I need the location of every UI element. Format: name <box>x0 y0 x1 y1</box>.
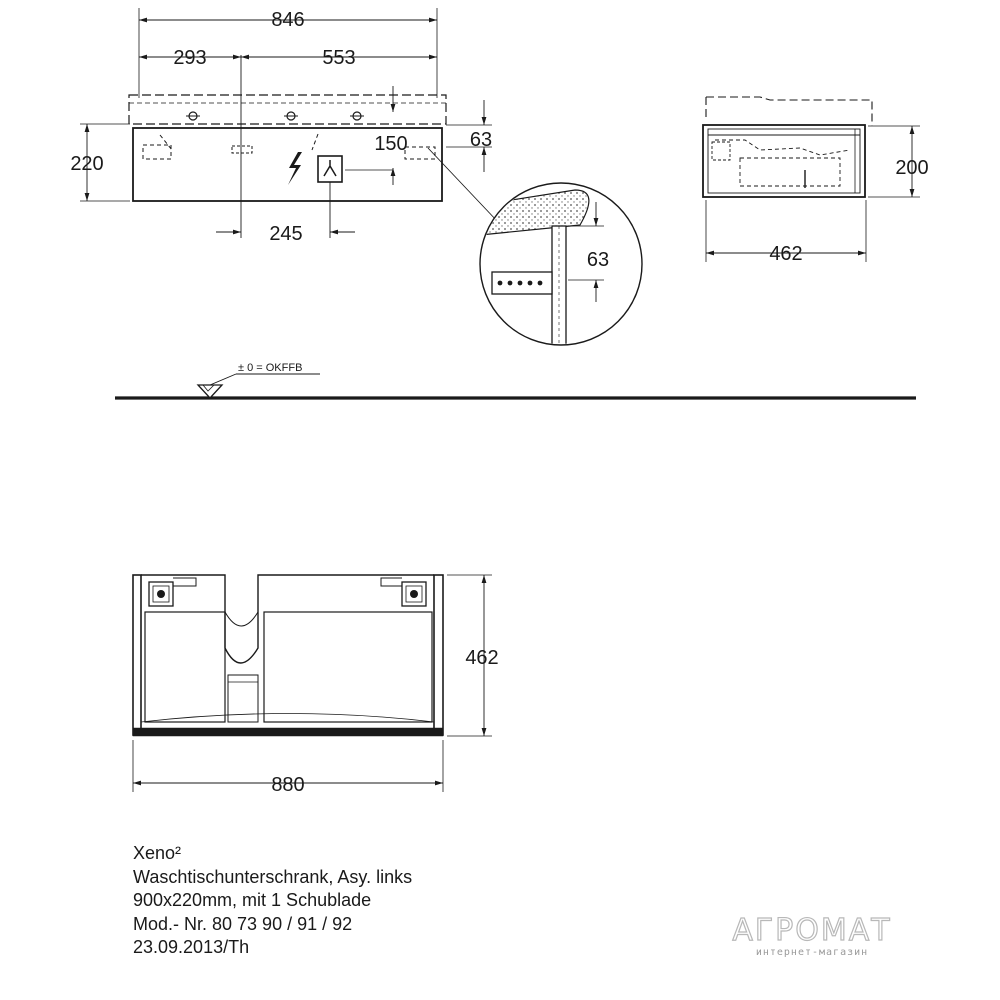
dim-left-offset: 293 <box>173 47 207 69</box>
dim-wall-offset: 150 <box>374 133 408 155</box>
dim-height: 220 <box>70 153 104 175</box>
bracket-right-icon <box>410 590 418 598</box>
product-description: Waschtischunterschrank, Asy. links <box>133 866 413 887</box>
dim-side-depth: 462 <box>769 243 803 265</box>
plan-view <box>133 575 492 792</box>
product-size: 900x220mm, mit 1 Schublade <box>133 890 372 910</box>
dim-socket-offset: 245 <box>269 223 303 245</box>
dim-detail-gap: 63 <box>586 249 610 271</box>
dim-right-span: 553 <box>322 47 356 69</box>
front-view <box>80 8 498 238</box>
electrical-symbol-icon <box>288 152 302 185</box>
dim-plan-width: 880 <box>271 774 305 796</box>
floor-line <box>115 374 916 398</box>
dim-side-height: 200 <box>895 157 929 179</box>
product-date: 23.09.2013/Th <box>133 937 250 957</box>
product-model: Mod.- Nr. 80 73 90 / 91 / 92 <box>133 913 353 934</box>
dim-top-gap: 63 <box>469 129 493 151</box>
title-block <box>133 842 412 960</box>
side-view <box>703 97 920 262</box>
dim-overall-width: 846 <box>271 9 305 31</box>
watermark-brand: АГРОМАТ <box>732 913 892 948</box>
watermark-tagline: интернет-магазин <box>755 947 869 958</box>
floor-reference-label: ± 0 = OKFFB <box>238 362 303 374</box>
product-name: Xeno² <box>133 843 182 863</box>
bracket-left-icon <box>157 590 165 598</box>
detail-circle <box>480 183 642 356</box>
dim-plan-depth: 462 <box>465 647 499 669</box>
watermark <box>722 915 902 958</box>
socket-icon <box>318 156 342 182</box>
